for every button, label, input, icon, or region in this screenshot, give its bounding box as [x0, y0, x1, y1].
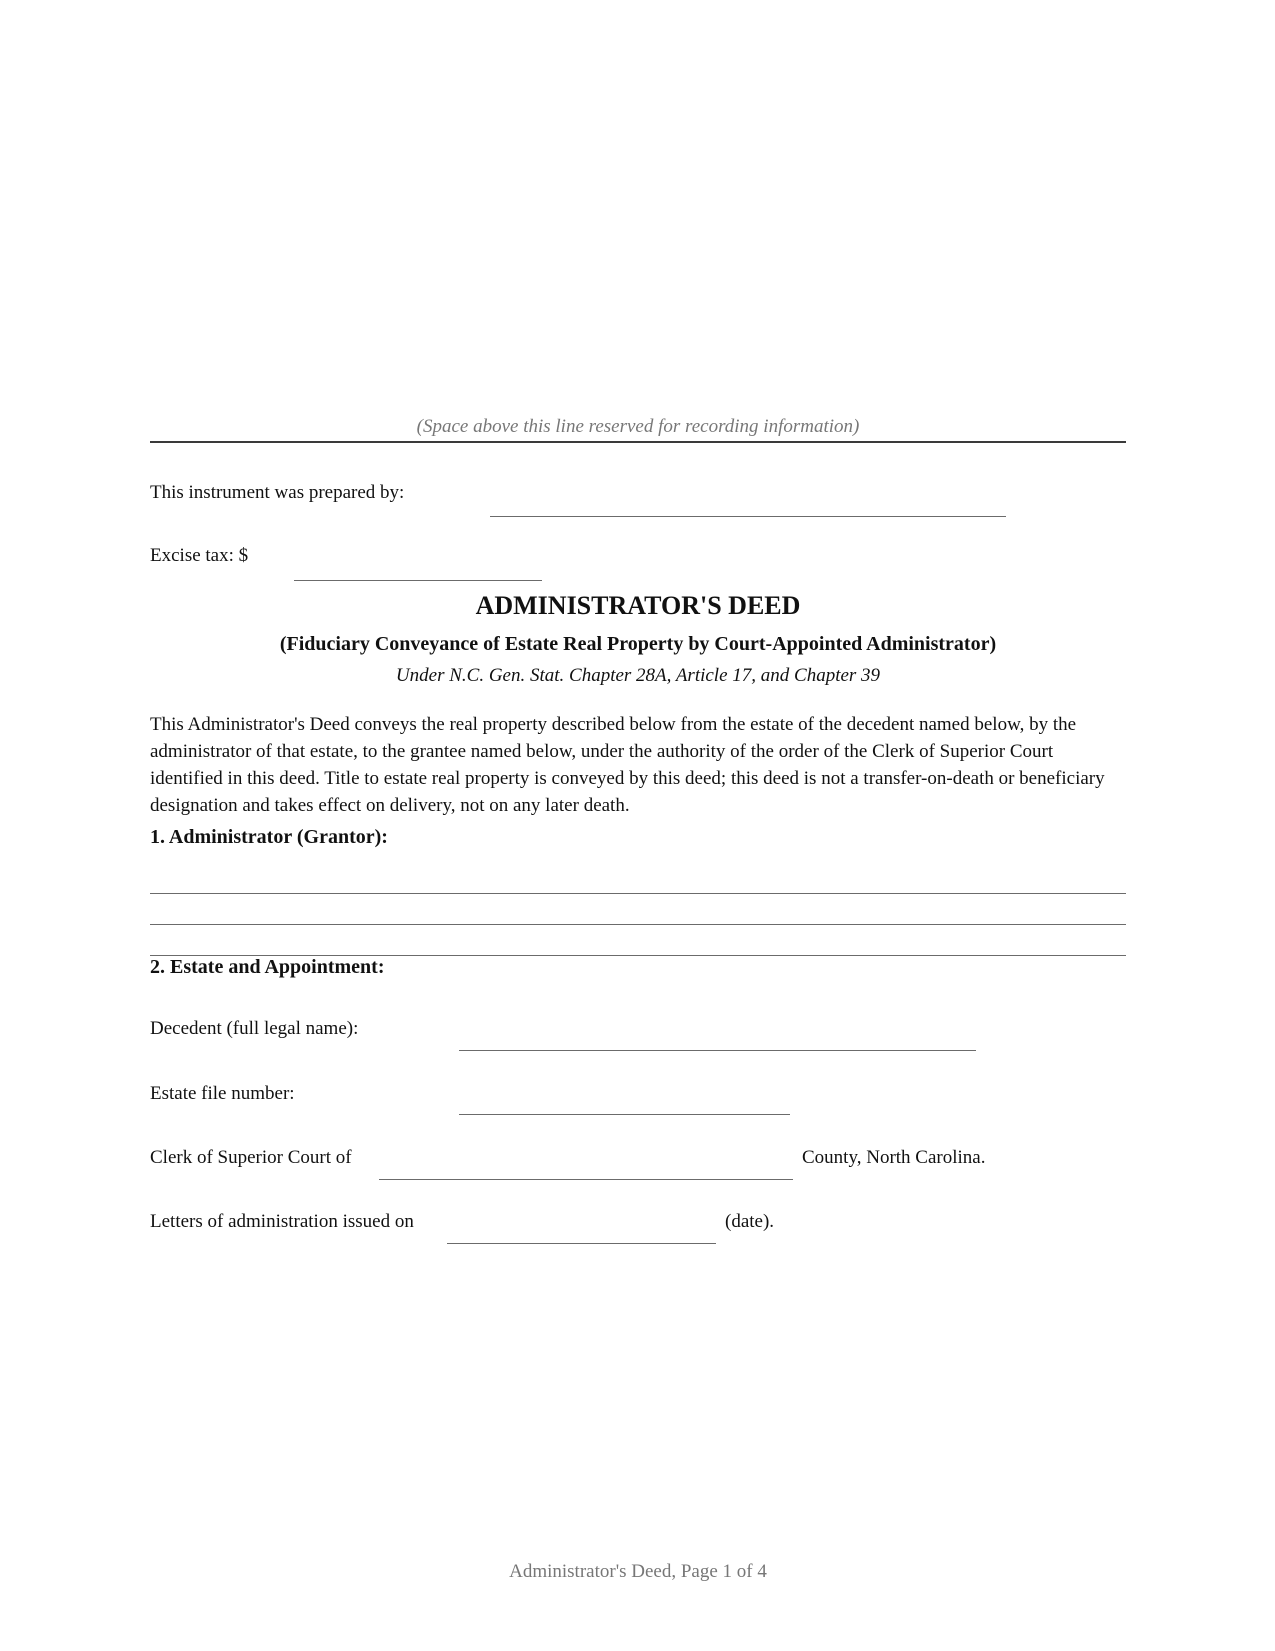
- intro-paragraph: This Administrator's Deed conveys the real property described below from the estate of the decedent named below, by the administrator of that estate, to the grantee named below, under the authority of the order of the Clerk of Superior Court identified in this deed. Title to estate real property is conveyed by this deed; this deed is not a transfer-on-death or beneficiary designation and takes effect on delivery, not on any later death.: [150, 714, 1105, 816]
- excise-tax-label: Excise tax: $: [150, 545, 249, 566]
- letters-issued-label: Letters of administration issued on: [150, 1211, 414, 1232]
- statute-reference: Under N.C. Gen. Stat. Chapter 28A, Article 17, and Chapter 39: [395, 665, 881, 686]
- section-1-heading: 1. Administrator (Grantor):: [150, 826, 388, 848]
- recording-divider: [150, 441, 1126, 443]
- letters-issued-date-field[interactable]: [447, 1243, 716, 1244]
- document-title: ADMINISTRATOR'S DEED: [475, 591, 801, 620]
- decedent-label: Decedent (full legal name):: [150, 1018, 359, 1039]
- excise-tax-field[interactable]: [294, 580, 542, 581]
- section-2-heading: 2. Estate and Appointment:: [150, 956, 385, 978]
- estate-file-number-field[interactable]: [459, 1114, 790, 1115]
- clerk-county-suffix: County, North Carolina.: [802, 1147, 986, 1168]
- clerk-county-label: Clerk of Superior Court of: [150, 1147, 352, 1168]
- grantor-line-2[interactable]: [150, 924, 1126, 925]
- recording-space-note: (Space above this line reserved for recording information): [416, 416, 860, 437]
- letters-issued-suffix: (date).: [725, 1211, 775, 1232]
- page-footer: Administrator's Deed, Page 1 of 4: [509, 1561, 767, 1582]
- document-subtitle: (Fiduciary Conveyance of Estate Real Property by Court-Appointed Administrator): [279, 633, 997, 655]
- grantor-line-1[interactable]: [150, 893, 1126, 894]
- prepared-by-label: This instrument was prepared by:: [150, 482, 405, 503]
- decedent-field[interactable]: [459, 1050, 976, 1051]
- prepared-by-field[interactable]: [490, 516, 1006, 517]
- estate-file-number-label: Estate file number:: [150, 1083, 295, 1104]
- clerk-county-field[interactable]: [379, 1179, 793, 1180]
